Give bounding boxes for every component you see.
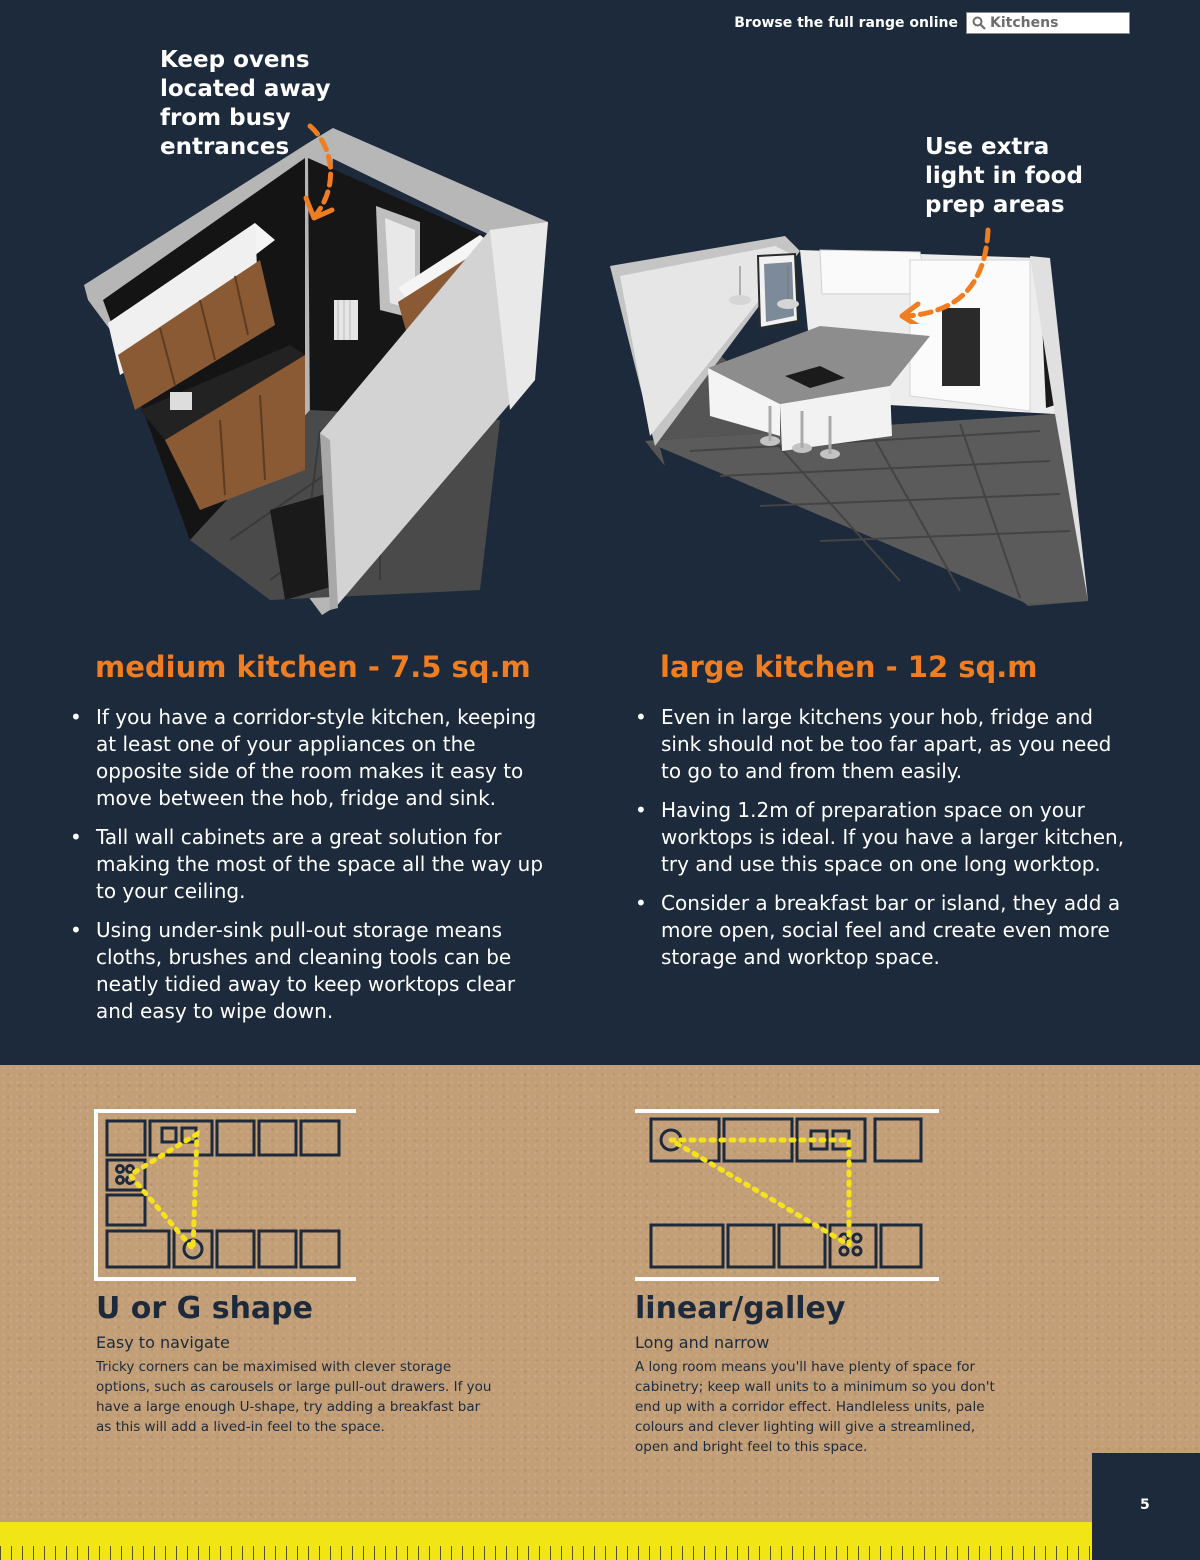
callout-light: Use extra light in food prep areas [925,134,1083,218]
galley-subtitle: Long and narrow [635,1333,770,1352]
callout-ovens: Keep ovens located away from busy entrances [160,47,331,160]
light-arrow [888,224,998,324]
galley-description: A long room means you'll have plenty of space for cabinetry; keep wall units to a minimum so you don't end up with a corridor effect. Handleless units, pale colours and clever lighting will give a streamlined, open and bright feel to this space. [635,1359,995,1455]
browse-label: Browse the full range online [734,15,958,31]
large-kitchen-bullets [635,704,1125,983]
list-item: • Consider a breakfast bar or island, they add a more open, social feel and create even more storage and worktop space. [635,890,1125,971]
u-shape-title: U or G shape [96,1291,314,1326]
galley-title: linear/galley [635,1291,846,1326]
list-item: • Tall wall cabinets are a great solution for making the most of the space all the way up to your ceiling. [70,824,550,905]
list-item: • Even in large kitchens your hob, fridge and sink should not be too far apart, as you need to go to and from them easily. [635,704,1125,785]
page-number: 5 [1140,1497,1150,1513]
kraft-panel [0,1065,1200,1560]
search-value: Kitchens [990,15,1059,31]
ovens-arrow [290,118,360,228]
search-icon [972,16,986,30]
medium-kitchen-bullets [70,704,550,1037]
list-item: • Using under-sink pull-out storage means cloths, brushes and cleaning tools can be neatly tidied away to keep worktops clear and easy to wipe down. [70,917,550,1025]
u-shape-floorplan [94,1109,358,1281]
large-kitchen-render [610,236,1100,606]
measuring-tape [0,1522,1092,1560]
page-number-box [1092,1453,1200,1560]
large-kitchen-title: large kitchen - 12 sq.m [660,650,1038,684]
u-shape-description: Tricky corners can be maximised with clever storage options, such as carousels or large pull-out drawers. If you have a large enough U-shape, try adding a breakfast bar as this will add a lived-in feel to the space. [96,1359,492,1435]
search-input[interactable] [966,12,1130,34]
galley-floorplan [633,1109,941,1281]
list-item: • If you have a corridor-style kitchen, keeping at least one of your appliances on the opposite side of the room makes it easy to move between the hob, fridge and sink. [70,704,550,812]
browse-online-bar [734,12,1130,34]
list-item: • Having 1.2m of preparation space on your worktops is ideal. If you have a larger kitchen, try and use this space on one long worktop. [635,797,1125,878]
u-shape-subtitle: Easy to navigate [96,1333,230,1352]
medium-kitchen-title: medium kitchen - 7.5 sq.m [95,650,531,684]
